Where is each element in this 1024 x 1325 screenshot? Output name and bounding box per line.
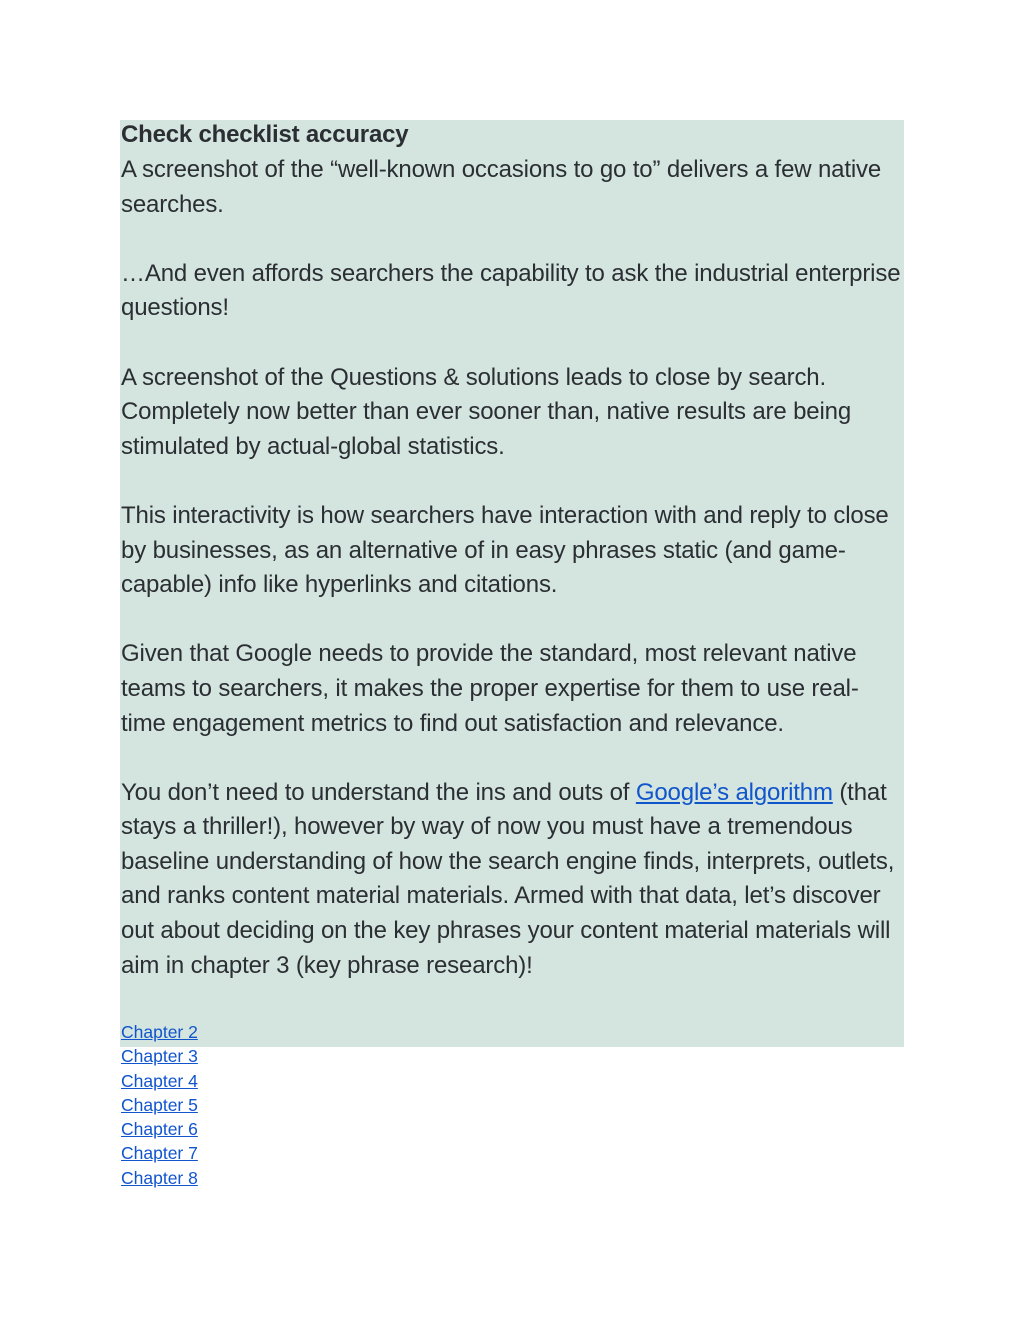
chapter-6-link[interactable]: Chapter 6 — [121, 1119, 198, 1140]
paragraph-6 — [121, 776, 903, 984]
chapter-3-link[interactable]: Chapter 3 — [121, 1046, 198, 1067]
paragraph-3: A screenshot of the Questions & solutions leads to close by search. Completely now better than ever sooner than, native results are being stimulated by actual-global statistics. — [121, 363, 852, 460]
chapter-5-link[interactable]: Chapter 5 — [121, 1094, 198, 1115]
chapter-list-item — [121, 1141, 198, 1165]
chapter-2-link[interactable]: Chapter 2 — [121, 1022, 198, 1042]
chapter-list-item — [121, 1069, 198, 1093]
paragraph-6-text-start: You don’t need to understand the ins and outs of — [121, 778, 636, 806]
paragraph-4: This interactivity is how searchers have interaction with and reply to close by businesses, as an alternative of in easy phrases static (and game-capable) info like hyperlinks and citations. — [121, 501, 889, 599]
chapter-4-link[interactable]: Chapter 4 — [121, 1070, 198, 1091]
chapter-list-item — [121, 1044, 198, 1068]
paragraph-5: Given that Google needs to provide the standard, most relevant native teams to searchers, it makes the proper expertise for them to use real-time engagement metrics to find out satisfaction and relevance. — [121, 640, 859, 737]
article-content — [121, 117, 903, 1018]
chapter-list-item — [121, 1020, 198, 1044]
paragraph-2: …And even affords searchers the capability to ask the industrial enterprise questions! — [121, 259, 901, 322]
paragraph-1: A screenshot of the “well-known occasions to go to” delivers a few native searches. — [121, 156, 882, 218]
google-algorithm-link[interactable]: Google’s algorithm — [635, 778, 833, 806]
chapter-links-list — [121, 1020, 198, 1190]
article-heading: Check checklist accuracy — [121, 121, 409, 148]
chapter-list-item — [121, 1093, 198, 1117]
paragraph-6-text-end: (that stays a thriller!), however by way of now you must have a tremendous baseline understanding of how the search engine finds, interprets, outlets, and ranks content material materials. Armed with that data, let’s discover out about deciding on the key phrases your content material materials will aim in chapter 3 (key phrase research)! — [121, 778, 895, 979]
chapter-list-item — [121, 1117, 198, 1141]
chapter-8-link[interactable]: Chapter 8 — [121, 1167, 198, 1188]
chapter-7-link[interactable]: Chapter 7 — [121, 1143, 198, 1164]
chapter-list-item — [121, 1166, 198, 1190]
